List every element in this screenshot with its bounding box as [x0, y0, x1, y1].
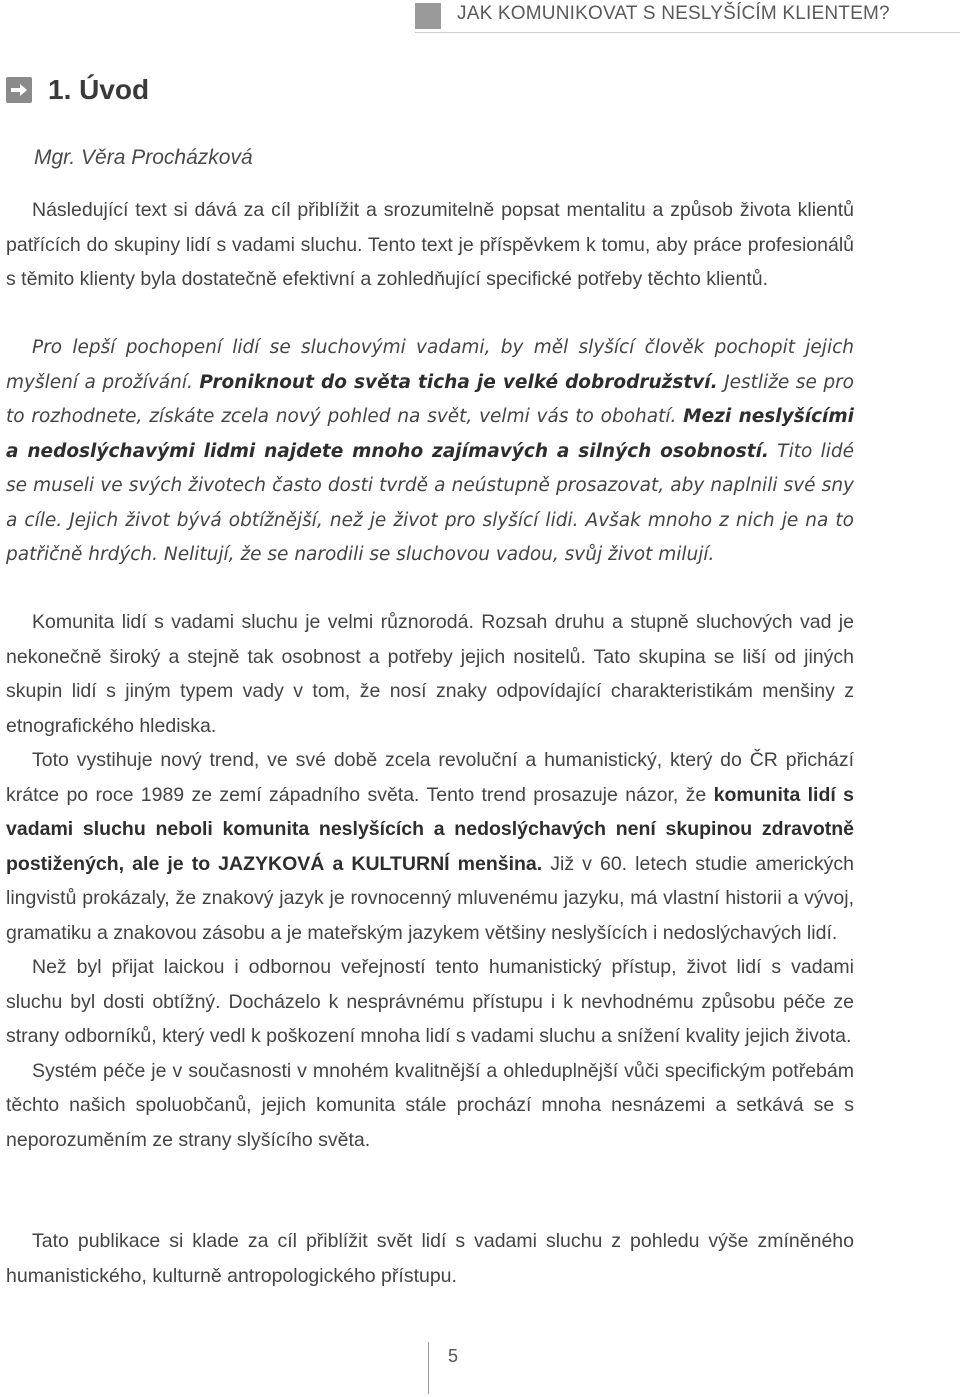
page-number: 5	[448, 1346, 459, 1366]
quote-part5: Tito lidé se museli ve svých životech často dosti tvrdě a neústupně prosazovat, aby naplnili své sny a cíle. Jejich život bývá obtížnější, než je život pro slyšící lidi. Avšak mnoho z nich je na to patřičně hrdých. Nelitují, že se narodili se sluchovou vadou, svůj život milují.	[6, 440, 854, 565]
intro-text: Následující text si dává za cíl přiblížit a srozumitelně popsat mentalitu a způsob života klientů patřících do skupiny lidí s vadami sluchu. Tento text je příspěvkem k tomu, aby práce profesionálů s těmito klienty byla dostatečně efektivní a zohledňující specifické potřeby těchto klientů.	[6, 199, 854, 290]
page-number-divider	[428, 1342, 429, 1394]
body-paragraph-4: Systém péče je v současnosti v mnohém kvalitnější a ohleduplnější vůči specifickým potřebám těchto našich spoluobčanů, jejich komunita stále prochází mnoha nesnázemi a setkává se s neporozuměním ze strany slyšícího světa.	[6, 1059, 854, 1151]
final-text: Tato publikace si klade za cíl přiblížit svět lidí s vadami sluchu z pohledu výše zmíněného humanistického, kulturně antropologického přístupu.	[6, 1230, 854, 1287]
section-heading	[6, 72, 149, 108]
body-text	[6, 605, 854, 1157]
quote-bold-1: Proniknout do světa ticha je velké dobrodružství.	[199, 371, 718, 393]
arrow-right-icon	[6, 77, 32, 103]
quote-bold-2: Mezi neslyšícími a nedoslýchavými lidmi najdete mnoho zajímavých a silných osobností.	[6, 406, 854, 462]
running-header	[415, 0, 960, 33]
quote-part1: Pro lepší pochopení lidí se sluchovými vadami, by měl slyšící člověk pochopit jejich myšlení a prožívání.	[6, 337, 854, 393]
body-paragraph-1: Komunita lidí s vadami sluchu je velmi různorodá. Rozsah druhu a stupně sluchových vad je nekonečně široký a stejně tak osobnost a potřeby jejich nositelů. Tato skupina se liší od jiných skupin lidí s jiným typem vady v tom, že nosí znaky odpovídající charakteristikám menšiny z etnografického hlediska.	[6, 611, 854, 737]
final-paragraph	[6, 1224, 854, 1293]
section-title: 1. Úvod	[48, 74, 150, 105]
body-paragraph-2a: Toto vystihuje nový trend, ve své době zcela revoluční a humanistický, který do ČR přichází krátce po roce 1989 ze zemí západního světa. Tento trend prosazuje názor, že	[6, 749, 854, 806]
quote-part3: Jestliže se pro to rozhodnete, získáte zcela nový pohled na svět, velmi vás to obohatí.	[6, 371, 854, 427]
header-square-marker	[415, 3, 441, 29]
quote-paragraph	[6, 331, 854, 573]
author-name: Mgr. Věra Procházková	[34, 146, 253, 169]
body-paragraph-3: Než byl přijat laickou i odbornou veřejností tento humanistický přístup, život lidí s vadami sluchu byl dosti obtížný. Docházelo k nesprávnému přístupu i k nevhodnému způsobu péče ze strany odborníků, který vedl k poškození mnoha lidí s vadami sluchu a snížení kvality jejich života.	[6, 956, 854, 1047]
intro-paragraph	[6, 193, 854, 297]
header-title: JAK KOMUNIKOVAT S NESLYŠÍCÍM KLIENTEM?	[457, 3, 890, 24]
body-paragraph-2b: Již v 60. letech studie amerických lingvistů prokázaly, že znakový jazyk je rovnocenný mluvenému jazyku, má vlastní historii a vývoj, gramatiku a znakovou zásobu a je mateřským jazykem většiny neslyšících i nedoslýchavých lidí.	[6, 852, 854, 944]
body-paragraph-2-bold: komunita lidí s vadami sluchu neboli komunita neslyšících a nedoslýchavých není skupinou zdravotně postižených, ale je to JAZYKOVÁ a KULTURNÍ menšina.	[6, 783, 854, 875]
